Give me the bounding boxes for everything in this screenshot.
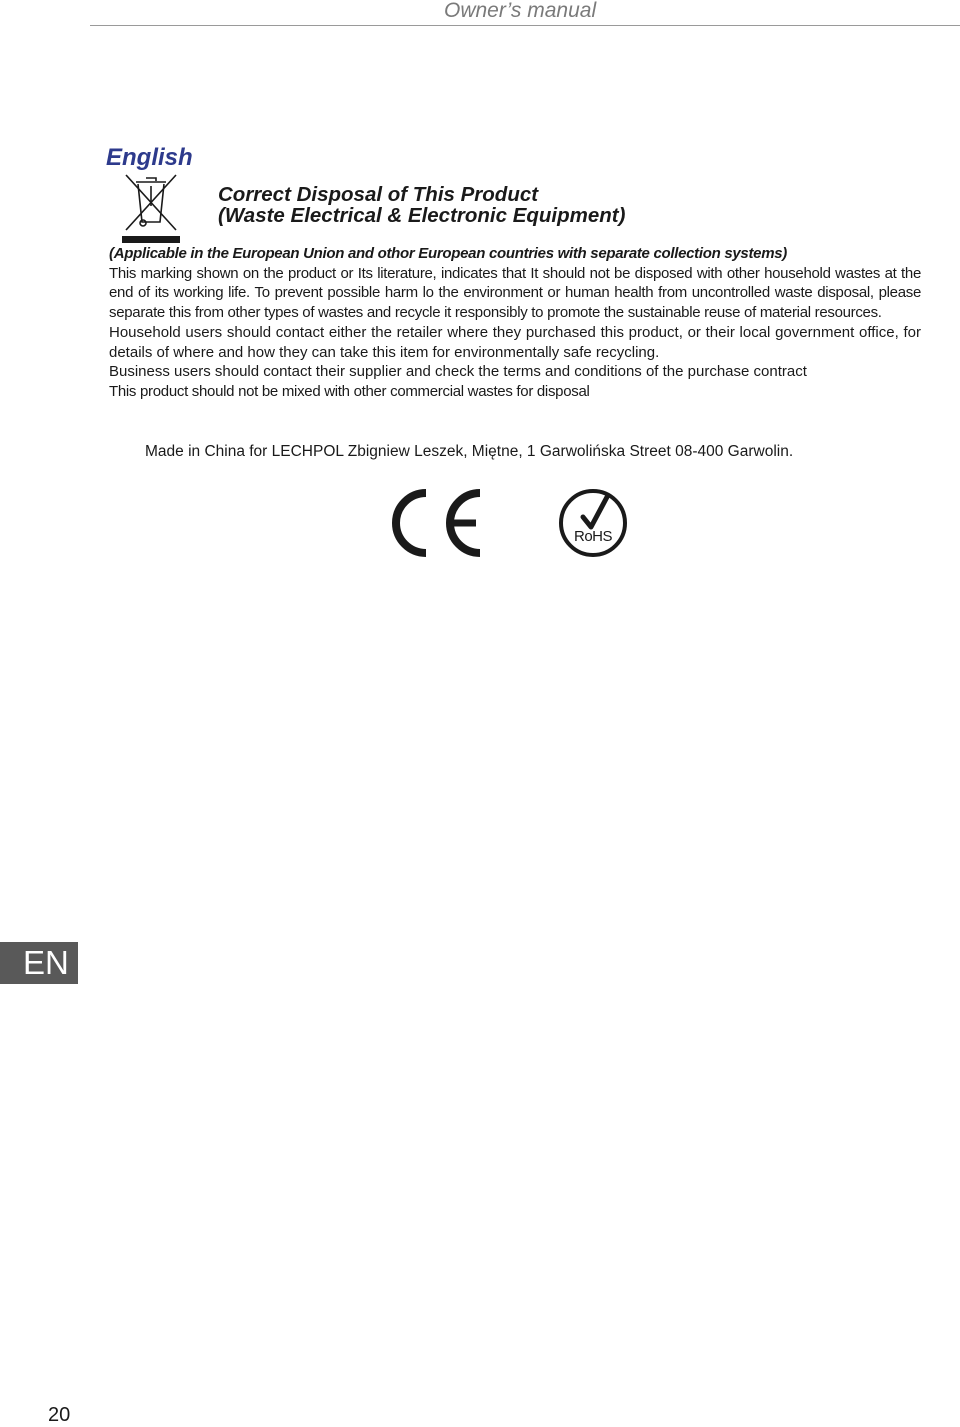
rohs-mark-icon <box>557 487 629 559</box>
language-heading: English <box>106 144 193 171</box>
rohs-mark <box>557 487 629 559</box>
paragraph-marking: This marking shown on the product or Its literature, indicates that It should not be disposed with other household wastes at the end of its working life. To prevent possible harm lo the environment or human health from uncontrolled waste disposal, please separate this from other types of wastes and recycle it responsibly to promote the sustainable reuse of material resources. <box>109 264 921 322</box>
crossed-out-wheelie-bin-icon <box>122 172 180 246</box>
section-title-line1: Correct Disposal of This Product <box>218 183 539 206</box>
paragraph-household: Household users should contact either the retailer where they purchased this product, or their local government office, for details of where and how they can take this item for environmentally safe recycling. <box>109 323 921 361</box>
header-divider <box>90 25 960 26</box>
section-title <box>218 184 625 226</box>
applicable-note: (Applicable in the European Union and othor European countries with separate collection systems) <box>109 245 787 262</box>
manufacturer-info: Made in China for LECHPOL Zbigniew Leszek, Miętne, 1 Garwolińska Street 08-400 Garwolin. <box>145 443 794 460</box>
paragraph-commercial: This product should not be mixed with other commercial wastes for disposal <box>109 382 590 400</box>
rohs-label: RoHS <box>573 528 613 545</box>
section-title-line2: (Waste Electrical & Electronic Equipment) <box>218 204 626 227</box>
language-tab: EN <box>0 942 78 984</box>
page-number: 20 <box>48 1404 71 1426</box>
ce-mark-icon <box>390 489 484 557</box>
paragraph-business: Business users should contact their supplier and check the terms and conditions of the purchase contract <box>109 363 807 381</box>
disposal-text <box>109 244 921 402</box>
manual-title: Owner’s manual <box>444 0 597 22</box>
